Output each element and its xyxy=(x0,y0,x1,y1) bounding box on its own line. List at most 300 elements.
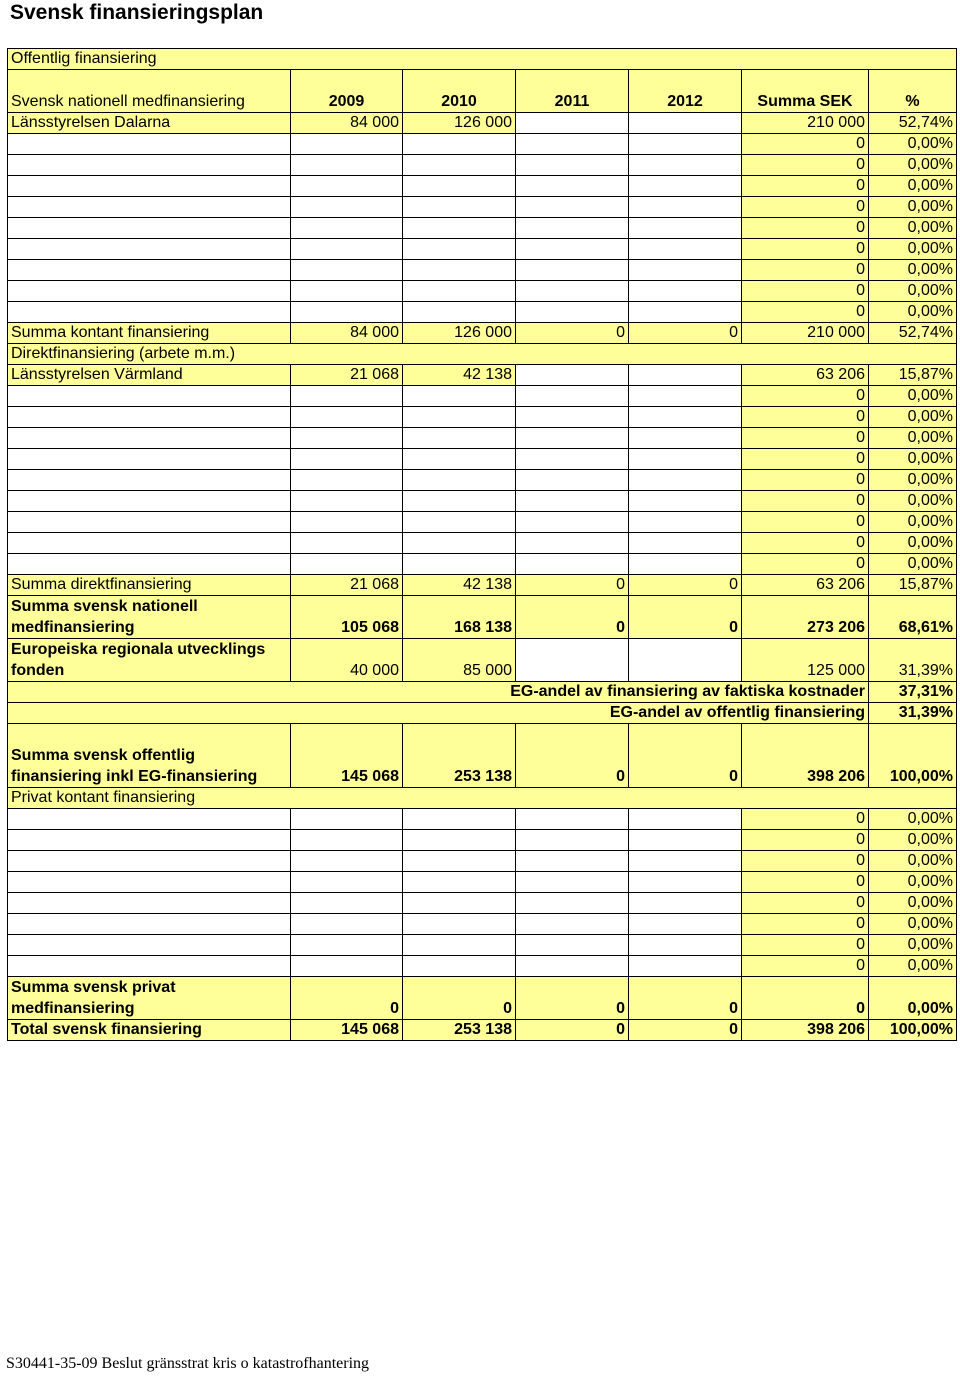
total-sum: 398 206 xyxy=(742,1020,869,1041)
kontant-label xyxy=(8,302,291,323)
eu-fonden-pct: 31,39% xyxy=(869,639,957,682)
privat-label xyxy=(8,809,291,830)
kontant-label xyxy=(8,134,291,155)
direkt-v2010 xyxy=(403,386,516,407)
eg-offentlig-row xyxy=(8,703,957,724)
summa-offentlig-pct: 100,00% xyxy=(869,724,957,788)
kontant-v2009 xyxy=(291,134,403,155)
privat-pct: 0,00% xyxy=(869,809,957,830)
privat-pct: 0,00% xyxy=(869,914,957,935)
summa-privat xyxy=(8,977,957,1020)
direkt-v2009 xyxy=(291,407,403,428)
kontant-row xyxy=(8,281,957,302)
kontant-sum: 0 xyxy=(742,176,869,197)
direkt-row-v2011 xyxy=(516,365,629,386)
direkt-v2009 xyxy=(291,428,403,449)
direkt-label xyxy=(8,449,291,470)
eg-faktiska-row xyxy=(8,682,957,703)
summa-kontant-v2009: 84 000 xyxy=(291,323,403,344)
kontant-v2009 xyxy=(291,281,403,302)
direkt-v2011 xyxy=(516,533,629,554)
summa-kontant-pct: 52,74% xyxy=(869,323,957,344)
privat-v2010 xyxy=(403,914,516,935)
direkt-row xyxy=(8,554,957,575)
kontant-row-label: Länsstyrelsen Dalarna xyxy=(8,113,291,134)
summa-offentlig-v2012: 0 xyxy=(629,724,742,788)
summa-kontant-v2010: 126 000 xyxy=(403,323,516,344)
privat-v2009 xyxy=(291,956,403,977)
privat-row xyxy=(8,851,957,872)
privat-v2010 xyxy=(403,851,516,872)
kontant-v2010 xyxy=(403,134,516,155)
header-label: Svensk nationell medfinansiering xyxy=(8,70,291,113)
total-v2011: 0 xyxy=(516,1020,629,1041)
direkt-label xyxy=(8,407,291,428)
section-offentlig-label: Offentlig finansiering xyxy=(8,49,957,70)
total xyxy=(8,1020,957,1041)
privat-v2010 xyxy=(403,809,516,830)
kontant-pct: 0,00% xyxy=(869,155,957,176)
privat-label xyxy=(8,935,291,956)
kontant-row-pct: 52,74% xyxy=(869,113,957,134)
direkt-v2012 xyxy=(629,554,742,575)
privat-v2012 xyxy=(629,893,742,914)
summa-offentlig-v2010: 253 138 xyxy=(403,724,516,788)
summa-kontant-label: Summa kontant finansiering xyxy=(8,323,291,344)
kontant-sum: 0 xyxy=(742,197,869,218)
privat-sum: 0 xyxy=(742,935,869,956)
direkt-v2011 xyxy=(516,386,629,407)
direkt-row xyxy=(8,533,957,554)
summa-nationell-v2010: 168 138 xyxy=(403,596,516,639)
kontant-label xyxy=(8,218,291,239)
privat-pct: 0,00% xyxy=(869,893,957,914)
summa-privat-v2010: 0 xyxy=(403,977,516,1020)
section-offentlig xyxy=(8,49,957,70)
privat-v2009 xyxy=(291,935,403,956)
kontant-v2009 xyxy=(291,176,403,197)
privat-v2009 xyxy=(291,914,403,935)
kontant-row xyxy=(8,239,957,260)
kontant-v2011 xyxy=(516,239,629,260)
direkt-label xyxy=(8,386,291,407)
direkt-row xyxy=(8,428,957,449)
direkt-v2012 xyxy=(629,449,742,470)
direkt-v2011 xyxy=(516,512,629,533)
direkt-sum: 0 xyxy=(742,470,869,491)
direkt-pct: 0,00% xyxy=(869,386,957,407)
direkt-v2010 xyxy=(403,428,516,449)
direkt-v2010 xyxy=(403,533,516,554)
privat-row xyxy=(8,914,957,935)
summa-offentlig-sum: 398 206 xyxy=(742,724,869,788)
eu-fonden-row xyxy=(8,639,957,682)
summa-nationell-label: Summa svensk nationell medfinansiering xyxy=(8,596,291,639)
direkt-row xyxy=(8,470,957,491)
privat-v2012 xyxy=(629,851,742,872)
direkt-v2012 xyxy=(629,533,742,554)
eg-offentlig-label: EG-andel av offentlig finansiering xyxy=(8,703,869,724)
direkt-sum: 0 xyxy=(742,407,869,428)
direkt-pct: 0,00% xyxy=(869,470,957,491)
kontant-pct: 0,00% xyxy=(869,197,957,218)
kontant-v2011 xyxy=(516,155,629,176)
direkt-row xyxy=(8,491,957,512)
kontant-v2010 xyxy=(403,260,516,281)
header-col-0: 2009 xyxy=(291,70,403,113)
privat-sum: 0 xyxy=(742,914,869,935)
summa-privat-sum: 0 xyxy=(742,977,869,1020)
direkt-pct: 0,00% xyxy=(869,449,957,470)
privat-label xyxy=(8,956,291,977)
privat-row xyxy=(8,830,957,851)
header-col-4: Summa SEK xyxy=(742,70,869,113)
kontant-v2010 xyxy=(403,197,516,218)
kontant-row-v2009: 84 000 xyxy=(291,113,403,134)
privat-v2009 xyxy=(291,851,403,872)
direkt-pct: 0,00% xyxy=(869,407,957,428)
total-label: Total svensk finansiering xyxy=(8,1020,291,1041)
privat-v2010 xyxy=(403,830,516,851)
eg-offentlig-pct: 31,39% xyxy=(869,703,957,724)
privat-v2012 xyxy=(629,956,742,977)
direkt-v2012 xyxy=(629,512,742,533)
direkt-v2011 xyxy=(516,554,629,575)
privat-v2012 xyxy=(629,872,742,893)
privat-label xyxy=(8,914,291,935)
total-pct: 100,00% xyxy=(869,1020,957,1041)
privat-v2009 xyxy=(291,809,403,830)
privat-v2009 xyxy=(291,893,403,914)
kontant-row xyxy=(8,260,957,281)
section-privat xyxy=(8,788,957,809)
kontant-v2010 xyxy=(403,155,516,176)
summa-nationell-v2009: 105 068 xyxy=(291,596,403,639)
privat-row xyxy=(8,893,957,914)
direkt-v2012 xyxy=(629,428,742,449)
privat-row xyxy=(8,935,957,956)
summa-direkt-pct: 15,87% xyxy=(869,575,957,596)
summa-privat-pct: 0,00% xyxy=(869,977,957,1020)
kontant-sum: 0 xyxy=(742,260,869,281)
direkt-v2011 xyxy=(516,449,629,470)
kontant-row xyxy=(8,134,957,155)
direkt-row xyxy=(8,365,957,386)
direkt-v2009 xyxy=(291,449,403,470)
eu-fonden-v2011 xyxy=(516,639,629,682)
kontant-v2011 xyxy=(516,260,629,281)
privat-sum: 0 xyxy=(742,851,869,872)
summa-offentlig-v2011: 0 xyxy=(516,724,629,788)
kontant-v2012 xyxy=(629,155,742,176)
summa-kontant-sum: 210 000 xyxy=(742,323,869,344)
kontant-v2011 xyxy=(516,197,629,218)
summa-nationell-pct: 68,61% xyxy=(869,596,957,639)
eu-fonden-sum: 125 000 xyxy=(742,639,869,682)
direkt-sum: 0 xyxy=(742,533,869,554)
direkt-label xyxy=(8,491,291,512)
kontant-sum: 0 xyxy=(742,218,869,239)
direkt-row-v2010: 42 138 xyxy=(403,365,516,386)
privat-label xyxy=(8,893,291,914)
kontant-label xyxy=(8,281,291,302)
kontant-label xyxy=(8,155,291,176)
financing-plan-table xyxy=(7,48,957,1041)
direkt-sum: 0 xyxy=(742,386,869,407)
kontant-v2012 xyxy=(629,176,742,197)
privat-v2011 xyxy=(516,830,629,851)
header-col-3: 2012 xyxy=(629,70,742,113)
kontant-v2009 xyxy=(291,239,403,260)
direkt-v2011 xyxy=(516,491,629,512)
direkt-v2010 xyxy=(403,449,516,470)
privat-pct: 0,00% xyxy=(869,872,957,893)
direkt-v2009 xyxy=(291,470,403,491)
privat-row xyxy=(8,809,957,830)
direkt-v2012 xyxy=(629,386,742,407)
eg-faktiska-pct: 37,31% xyxy=(869,682,957,703)
privat-v2011 xyxy=(516,851,629,872)
kontant-v2012 xyxy=(629,197,742,218)
direkt-v2010 xyxy=(403,512,516,533)
kontant-label xyxy=(8,197,291,218)
direkt-sum: 0 xyxy=(742,554,869,575)
total-v2012: 0 xyxy=(629,1020,742,1041)
footer-document-reference: S30441-35-09 Beslut gränsstrat kris o katastrofhantering xyxy=(6,1355,370,1372)
kontant-v2009 xyxy=(291,155,403,176)
direkt-v2009 xyxy=(291,512,403,533)
eu-fonden-v2012 xyxy=(629,639,742,682)
kontant-sum: 0 xyxy=(742,281,869,302)
direkt-v2009 xyxy=(291,386,403,407)
kontant-pct: 0,00% xyxy=(869,260,957,281)
direkt-label xyxy=(8,470,291,491)
eg-faktiska-label: EG-andel av finansiering av faktiska kostnader xyxy=(8,682,869,703)
privat-v2009 xyxy=(291,872,403,893)
summa-kontant-v2011: 0 xyxy=(516,323,629,344)
privat-sum: 0 xyxy=(742,872,869,893)
privat-v2011 xyxy=(516,872,629,893)
summa-direkt-v2009: 21 068 xyxy=(291,575,403,596)
kontant-v2010 xyxy=(403,218,516,239)
privat-v2011 xyxy=(516,893,629,914)
kontant-row xyxy=(8,302,957,323)
direkt-v2012 xyxy=(629,470,742,491)
summa-privat-v2012: 0 xyxy=(629,977,742,1020)
eu-fonden-v2009: 40 000 xyxy=(291,639,403,682)
kontant-row-v2010: 126 000 xyxy=(403,113,516,134)
kontant-v2012 xyxy=(629,239,742,260)
direkt-row xyxy=(8,449,957,470)
kontant-v2011 xyxy=(516,302,629,323)
privat-sum: 0 xyxy=(742,809,869,830)
kontant-sum: 0 xyxy=(742,134,869,155)
privat-v2012 xyxy=(629,809,742,830)
privat-label xyxy=(8,830,291,851)
kontant-v2012 xyxy=(629,218,742,239)
privat-v2011 xyxy=(516,956,629,977)
kontant-pct: 0,00% xyxy=(869,239,957,260)
kontant-v2012 xyxy=(629,281,742,302)
direkt-pct: 0,00% xyxy=(869,428,957,449)
kontant-v2010 xyxy=(403,239,516,260)
privat-v2010 xyxy=(403,893,516,914)
kontant-v2010 xyxy=(403,281,516,302)
direkt-pct: 0,00% xyxy=(869,554,957,575)
kontant-row xyxy=(8,176,957,197)
direkt-v2010 xyxy=(403,470,516,491)
page-title: Svensk finansieringsplan xyxy=(10,1,264,24)
direkt-sum: 0 xyxy=(742,512,869,533)
kontant-v2009 xyxy=(291,302,403,323)
direkt-pct: 0,00% xyxy=(869,512,957,533)
direkt-sum: 0 xyxy=(742,491,869,512)
kontant-v2012 xyxy=(629,134,742,155)
kontant-label xyxy=(8,260,291,281)
summa-offentlig-v2009: 145 068 xyxy=(291,724,403,788)
kontant-row xyxy=(8,155,957,176)
section-direkt xyxy=(8,344,957,365)
direkt-row-label: Länsstyrelsen Värmland xyxy=(8,365,291,386)
kontant-row-v2012 xyxy=(629,113,742,134)
total-v2010: 253 138 xyxy=(403,1020,516,1041)
eu-fonden-label: Europeiska regionala utvecklings fonden xyxy=(8,639,291,682)
direkt-row xyxy=(8,407,957,428)
direkt-row-pct: 15,87% xyxy=(869,365,957,386)
kontant-pct: 0,00% xyxy=(869,302,957,323)
direkt-row xyxy=(8,512,957,533)
kontant-row xyxy=(8,218,957,239)
privat-label xyxy=(8,851,291,872)
kontant-v2009 xyxy=(291,197,403,218)
kontant-pct: 0,00% xyxy=(869,134,957,155)
direkt-label xyxy=(8,554,291,575)
total-v2009: 145 068 xyxy=(291,1020,403,1041)
summa-direkt-sum: 63 206 xyxy=(742,575,869,596)
direkt-v2011 xyxy=(516,407,629,428)
privat-pct: 0,00% xyxy=(869,956,957,977)
kontant-row-v2011 xyxy=(516,113,629,134)
kontant-v2010 xyxy=(403,176,516,197)
direkt-v2012 xyxy=(629,491,742,512)
kontant-pct: 0,00% xyxy=(869,218,957,239)
privat-v2010 xyxy=(403,872,516,893)
direkt-pct: 0,00% xyxy=(869,491,957,512)
kontant-pct: 0,00% xyxy=(869,176,957,197)
summa-direkt-v2010: 42 138 xyxy=(403,575,516,596)
kontant-row xyxy=(8,197,957,218)
kontant-v2012 xyxy=(629,260,742,281)
summa-privat-v2009: 0 xyxy=(291,977,403,1020)
summa-nationell-sum: 273 206 xyxy=(742,596,869,639)
privat-pct: 0,00% xyxy=(869,830,957,851)
kontant-v2009 xyxy=(291,260,403,281)
eu-fonden-v2010: 85 000 xyxy=(403,639,516,682)
header-col-1: 2010 xyxy=(403,70,516,113)
privat-v2010 xyxy=(403,956,516,977)
summa-direkt-v2011: 0 xyxy=(516,575,629,596)
direkt-label xyxy=(8,428,291,449)
privat-v2009 xyxy=(291,830,403,851)
summa-nationell xyxy=(8,596,957,639)
direkt-v2009 xyxy=(291,491,403,512)
header-col-5: % xyxy=(869,70,957,113)
header-row xyxy=(8,70,957,113)
kontant-label xyxy=(8,176,291,197)
kontant-sum: 0 xyxy=(742,155,869,176)
direkt-row xyxy=(8,386,957,407)
direkt-label xyxy=(8,533,291,554)
summa-direkt-v2012: 0 xyxy=(629,575,742,596)
privat-sum: 0 xyxy=(742,893,869,914)
privat-v2012 xyxy=(629,830,742,851)
privat-v2010 xyxy=(403,935,516,956)
direkt-pct: 0,00% xyxy=(869,533,957,554)
summa-offentlig-label: Summa svensk offentlig finansiering inkl EG-finansiering xyxy=(8,724,291,788)
kontant-label xyxy=(8,239,291,260)
kontant-sum: 0 xyxy=(742,302,869,323)
direkt-v2011 xyxy=(516,428,629,449)
direkt-sum: 0 xyxy=(742,428,869,449)
direkt-v2011 xyxy=(516,470,629,491)
direkt-v2009 xyxy=(291,554,403,575)
summa-nationell-v2012: 0 xyxy=(629,596,742,639)
kontant-sum: 0 xyxy=(742,239,869,260)
privat-v2011 xyxy=(516,935,629,956)
privat-v2012 xyxy=(629,914,742,935)
direkt-v2010 xyxy=(403,407,516,428)
kontant-pct: 0,00% xyxy=(869,281,957,302)
section-direkt-label: Direktfinansiering (arbete m.m.) xyxy=(8,344,957,365)
kontant-v2012 xyxy=(629,302,742,323)
privat-sum: 0 xyxy=(742,830,869,851)
section-privat-label: Privat kontant finansiering xyxy=(8,788,957,809)
summa-direkt-label: Summa direktfinansiering xyxy=(8,575,291,596)
summa-direkt xyxy=(8,575,957,596)
privat-sum: 0 xyxy=(742,956,869,977)
kontant-v2011 xyxy=(516,218,629,239)
direkt-v2010 xyxy=(403,491,516,512)
privat-row xyxy=(8,956,957,977)
privat-v2011 xyxy=(516,809,629,830)
direkt-sum: 0 xyxy=(742,449,869,470)
kontant-row-sum: 210 000 xyxy=(742,113,869,134)
kontant-v2009 xyxy=(291,218,403,239)
kontant-v2011 xyxy=(516,176,629,197)
privat-v2011 xyxy=(516,914,629,935)
kontant-v2011 xyxy=(516,281,629,302)
privat-v2012 xyxy=(629,935,742,956)
kontant-v2011 xyxy=(516,134,629,155)
header-col-2: 2011 xyxy=(516,70,629,113)
direkt-v2010 xyxy=(403,554,516,575)
privat-pct: 0,00% xyxy=(869,851,957,872)
summa-kontant-v2012: 0 xyxy=(629,323,742,344)
direkt-row-v2009: 21 068 xyxy=(291,365,403,386)
direkt-row-v2012 xyxy=(629,365,742,386)
summa-kontant xyxy=(8,323,957,344)
privat-label xyxy=(8,872,291,893)
direkt-v2012 xyxy=(629,407,742,428)
kontant-v2010 xyxy=(403,302,516,323)
summa-offentlig xyxy=(8,724,957,788)
privat-pct: 0,00% xyxy=(869,935,957,956)
direkt-row-sum: 63 206 xyxy=(742,365,869,386)
direkt-v2009 xyxy=(291,533,403,554)
direkt-label xyxy=(8,512,291,533)
summa-privat-v2011: 0 xyxy=(516,977,629,1020)
privat-row xyxy=(8,872,957,893)
